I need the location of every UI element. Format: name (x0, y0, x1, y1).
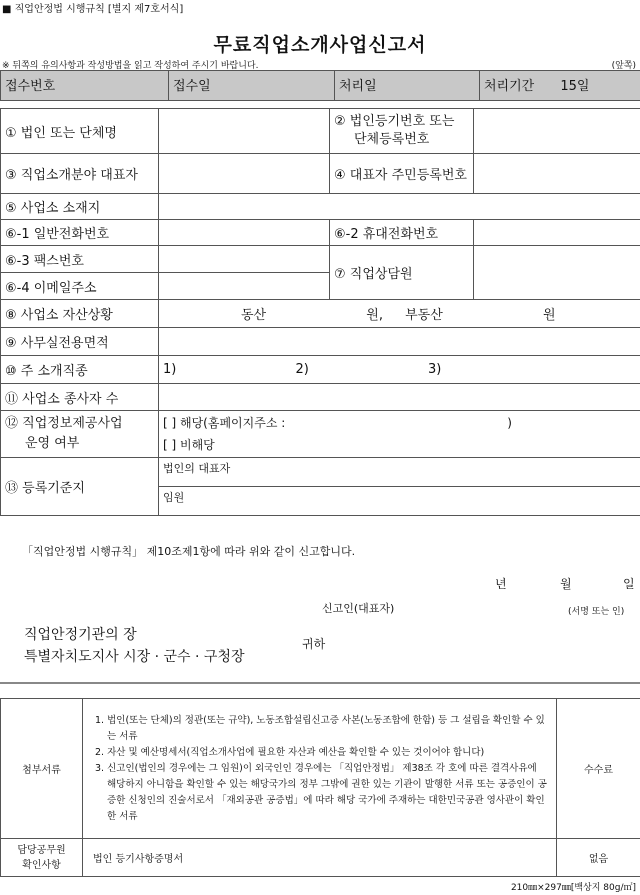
email-input[interactable] (159, 273, 330, 300)
job-info-yes-close: ) (507, 416, 512, 430)
job-info-option-yes[interactable] (163, 412, 640, 434)
rep-label-cell (1, 154, 159, 194)
address-label-cell (1, 194, 159, 220)
job-info-label-line2: 운영 여부 (25, 436, 80, 451)
fee-label-cell (557, 699, 640, 839)
honorific-label: 귀하 (302, 637, 326, 651)
official-check-label-line1: 담당공무원 (17, 844, 66, 856)
official-check-label-cell (1, 839, 83, 877)
receipt-number-cell (1, 71, 169, 101)
counselor-label-cell (330, 246, 474, 300)
rep-id-input[interactable] (474, 154, 640, 194)
receipt-number-label: 접수번호 (5, 79, 56, 94)
receipt-date-cell (169, 71, 335, 101)
registry-rep-input[interactable] (159, 458, 640, 487)
job-info-option-no[interactable] (163, 434, 640, 456)
attachments-label: 첨부서류 (22, 765, 61, 776)
assets-input[interactable] (159, 300, 640, 328)
fax-label-cell (1, 246, 159, 273)
page-side-label: (앞쪽) (611, 61, 636, 71)
job-info-label-cell (1, 411, 159, 458)
process-date-cell (335, 71, 480, 101)
job-info-yes-label: [ ] 해당(홈페이지주소 : (163, 416, 286, 430)
reg-number-input[interactable] (474, 109, 640, 154)
form-reference: ■ 직업안정법 시행규칙 [별지 제7호서식] (2, 4, 184, 15)
recipient-line2: 특별자치도지사 시장 · 군수 · 구청장 (24, 649, 245, 665)
official-check-label-line2: 확인사항 (22, 859, 61, 871)
process-period-cell (480, 71, 640, 101)
attachments-list-cell (83, 699, 557, 839)
fax-label: ⑥-3 팩스번호 (5, 253, 84, 269)
mobile-label: ⑥-2 휴대전화번호 (334, 227, 439, 242)
office-area-input[interactable] (159, 328, 640, 356)
mobile-input[interactable] (474, 220, 640, 246)
job-type-2-label: 2) (295, 362, 309, 377)
assets-movable-label: 동산 (241, 308, 267, 323)
section-divider (0, 682, 640, 684)
reg-number-label-cell (330, 109, 474, 154)
email-label: ⑥-4 이메일주소 (5, 280, 97, 296)
address-input[interactable] (159, 194, 640, 220)
office-area-label-cell (1, 328, 159, 356)
org-name-label: ① 법인 또는 단체명 (5, 125, 117, 141)
assets-immovable-unit: 원 (542, 308, 556, 323)
job-types-label-cell (1, 356, 159, 384)
form-title: 무료직업소개사업신고서 (213, 34, 427, 56)
process-period-value: 15일 (560, 79, 590, 94)
fee-label: 수수료 (584, 765, 613, 776)
paper-spec: 210㎜×297㎜[백상지 80g/㎡] (510, 883, 636, 893)
counselor-input[interactable] (474, 246, 640, 300)
attachment-item-1: 1. 법인(또는 단체)의 정관(또는 규약), 노동조합설립신고증 사본(노동조합에 한함) 등 그 설립을 확인할 수 있는 서류 (95, 714, 545, 742)
office-area-label: ⑨ 사무실전용면적 (5, 336, 109, 351)
instruction-note: ※ 뒤쪽의 유의사항과 작성방법을 읽고 작성하여 주시기 바랍니다. (2, 61, 259, 71)
phone-label-cell (1, 220, 159, 246)
process-date-label: 처리일 (339, 79, 377, 94)
date-month-label: 월 (560, 577, 572, 591)
attachments-table (0, 698, 640, 877)
declaration-statement: 「직업안정법 시행규칙」 제10조제1항에 따라 위와 같이 신고합니다. (22, 545, 356, 558)
registry-officer-label: 임원 (163, 491, 185, 504)
job-info-label-line1: ⑫ 직업정보제공사업 (5, 416, 123, 431)
employees-label-cell (1, 384, 159, 411)
official-check-value: 법인 등기사항증명서 (93, 854, 184, 865)
job-types-label: ⑩ 주 소개직종 (5, 364, 88, 379)
main-form-table (0, 108, 640, 516)
rep-id-label-cell (330, 154, 474, 194)
rep-input[interactable] (159, 154, 330, 194)
official-check-value-cell (83, 839, 557, 877)
receipt-date-label: 접수일 (173, 79, 211, 94)
rep-id-label: ④ 대표자 주민등록번호 (334, 168, 467, 183)
fee-value: 없음 (588, 854, 609, 865)
recipient-line1: 직업안정기관의 장 (24, 627, 137, 643)
org-name-input[interactable] (159, 109, 330, 154)
assets-label: ⑧ 사업소 자산상황 (5, 308, 113, 323)
registry-rep-label: 법인의 대표자 (163, 462, 231, 475)
receipt-table (0, 70, 640, 101)
job-type-3-label: 3) (427, 362, 442, 377)
reg-number-label-line2: 단체등록번호 (354, 132, 430, 147)
date-day-label: 일 (623, 577, 635, 591)
assets-label-cell (1, 300, 159, 328)
registry-label-cell (1, 458, 159, 516)
employees-input[interactable] (159, 384, 640, 411)
email-label-cell (1, 273, 159, 300)
org-name-label-cell (1, 109, 159, 154)
registry-officer-input[interactable] (159, 487, 640, 516)
phone-input[interactable] (159, 220, 330, 246)
assets-movable-unit: 원, (366, 308, 383, 323)
job-type-1-label: 1) (163, 362, 177, 377)
job-info-no-label: [ ] 비해당 (163, 438, 215, 452)
attachment-item-3: 3. 신고인(법인의 경우에는 그 임원)이 외국인인 경우에는 「직업안정법」 제38조 각 호에 따른 결격사유에 해당하지 아니함을 확인할 수 있는 해당국가의 정부 그밖에 권한 있는 기관이 발행한 서류 또는 공증인이 공증한 신청인의 진술서로서 「재외공관 공증법」에 따라 해당 국가에 주재하는 대한민국공관 영사관이 확인한 서류 (95, 762, 547, 822)
registry-label: ⑬ 등록기준지 (5, 481, 85, 496)
phone-label: ⑥-1 일반전화번호 (5, 227, 110, 242)
fee-value-cell (557, 839, 640, 877)
applicant-label: 신고인(대표자) (322, 602, 395, 615)
mobile-label-cell (330, 220, 474, 246)
rep-label: ③ 직업소개분야 대표자 (5, 168, 138, 183)
fax-input[interactable] (159, 246, 330, 273)
employees-label: ⑪ 사업소 종사자 수 (5, 391, 119, 407)
attachments-label-cell (1, 699, 83, 839)
address-label: ⑤ 사업소 소재지 (5, 201, 101, 216)
job-info-options (159, 411, 640, 458)
date-year-label: 년 (495, 577, 507, 591)
assets-immovable-label: 부동산 (405, 308, 443, 323)
job-types-input[interactable] (159, 356, 640, 384)
sign-label: (서명 또는 인) (568, 607, 625, 617)
attachment-item-2: 2. 자산 및 예산명세서(직업소개사업에 필요한 자산과 예산을 확인할 수 있는 것이어야 합니다) (95, 746, 485, 758)
process-period-label: 처리기간 (484, 79, 535, 94)
counselor-label: ⑦ 직업상담원 (334, 267, 413, 282)
reg-number-label-line1: ② 법인등기번호 또는 (334, 114, 455, 129)
